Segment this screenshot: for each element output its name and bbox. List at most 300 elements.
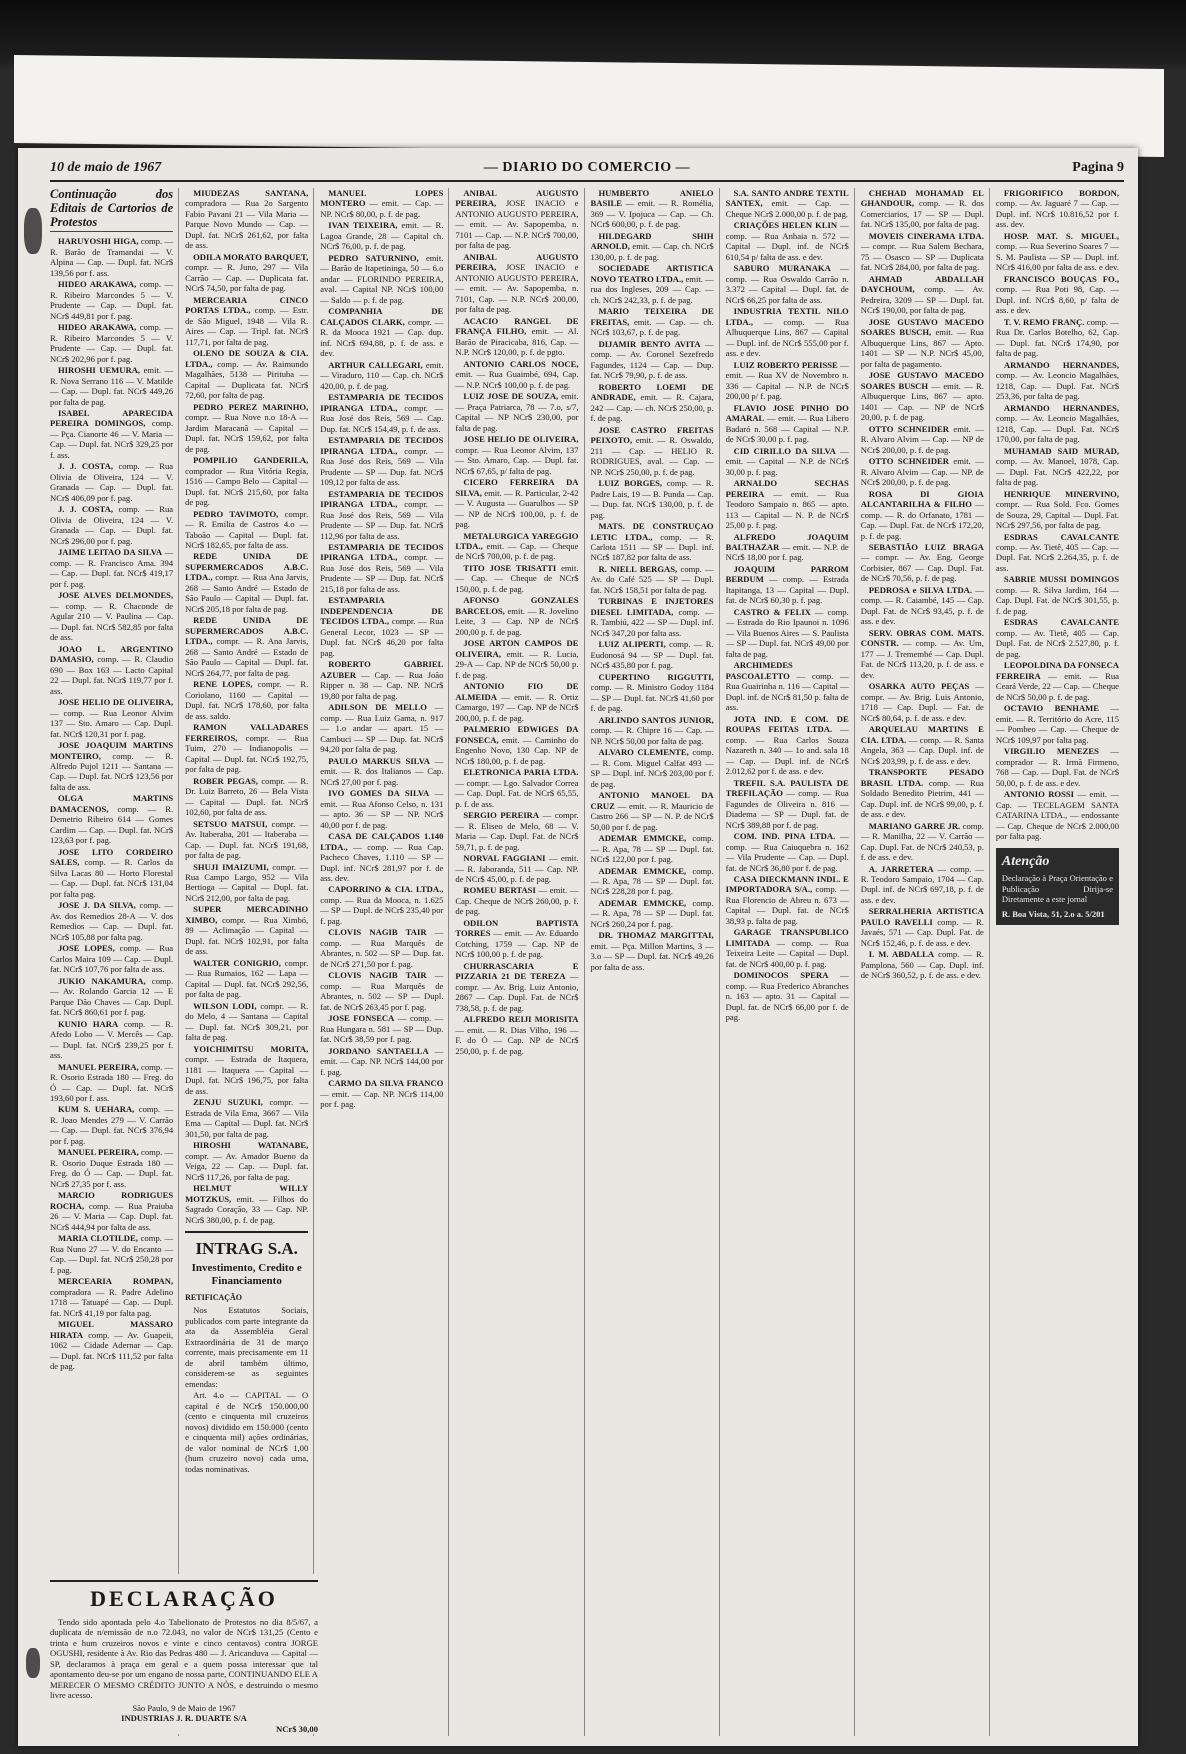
entry-name: OLGA MARTINS DAMACENOS, bbox=[50, 793, 174, 814]
entry-name: KUNIO HARA bbox=[58, 1018, 119, 1029]
protest-entry bbox=[50, 900, 173, 942]
entry-text: emit. — Cap. — ch. NCr$ 103,67, p. f. de pag. bbox=[590, 316, 714, 338]
entry-text: comp. — R. Eudonosá 94 — SP — Dupl. fat. NCr$ 435,80 por f. pag. bbox=[590, 639, 714, 671]
entry-text: emit. — R. Particular, 2-42 — V. Augusta — Guarulhos — SP — NP de NCr$ 100,00, p. f. de pag. bbox=[455, 487, 579, 530]
entry-name: HELMUT WILLY MOTZKUS, bbox=[185, 1183, 309, 1204]
entry-name: HIDEO ARAKAWA, bbox=[58, 322, 137, 333]
entry-name: SOCIEDADE ARTISTICA NOVO TEATRO LTDA., bbox=[590, 263, 714, 284]
protest-entry bbox=[320, 435, 443, 487]
protest-entry bbox=[320, 1078, 443, 1109]
entry-text: — compr. — R. Eliseo de Melo, 68 — V. Maria — Cap. Dupl. Fat. de NCr$ 59,71, p. f. de pag. bbox=[455, 810, 579, 852]
entry-text: — emit. — Rua XV de Novembro n. 336 — Capital — N.P. de NCr$ 200,00 p/ f. pag. bbox=[725, 359, 849, 402]
entry-name: ALVARO CLEMENTE, bbox=[598, 747, 689, 758]
entry-name: PALMERIO EDWIGES DA FONSECA, bbox=[455, 724, 579, 745]
entry-text: comp. — R. Afedo Lobo — V. Mercês — Cap. — Dupl. fat. NCr$ 239,25 por f. ass. bbox=[50, 1018, 174, 1061]
protest-entry bbox=[455, 316, 578, 358]
entry-name: LUIZ ROBERTO PERISSE bbox=[733, 359, 838, 370]
entry-text: compr. — Rua Ana Jarvis, 268 — Santo André — Estado de São Paulo — Capital — Dupl. fat. NCr$ 205,18 por falta de pag. bbox=[185, 572, 309, 614]
entry-text: comp. — R. Javaés, 571 — Cap. Dupl. Fat. de NCr$ 152,46, p. f. de ass. e dev. bbox=[860, 916, 984, 948]
entry-text: emit. — R. Oswaldo, 211 — Cap. — HELIO R. RODRIGUES, aval. — Cap. — NP. NCr$ 250,00, p. f. de pag. bbox=[590, 435, 714, 477]
protest-entry bbox=[591, 833, 714, 864]
protest-entry bbox=[320, 188, 443, 219]
entry-text: comp. — Av. Leoncio Magalhães, 1218, Cap. — Dupl. Fat. NCr$ 253,36, por falta de pag. bbox=[995, 370, 1119, 402]
entry-text: emit. — Praça Patriarca, 78 — 7.o, s/7, Capital — NP NCr$ 230,00, por falta de pag. bbox=[455, 391, 579, 433]
protest-entry bbox=[185, 819, 308, 861]
protest-entry bbox=[455, 188, 578, 251]
protest-entry bbox=[320, 595, 443, 658]
protest-entry bbox=[320, 392, 443, 434]
section-title: Continuação dos Editais de Cartorios de Protestos bbox=[50, 188, 173, 232]
entry-name: ANTONIO ROSSI bbox=[1003, 789, 1075, 800]
entry-name: HIROSHI UEMURA, bbox=[58, 365, 141, 376]
entry-text: compr. — Rua Tuim, 270 — Indianopolis — Capital — Dupl. fat. NCr$ 192,75, por falta de pag. bbox=[185, 732, 309, 775]
entry-text: — emit. — Cap. — NP. NCr$ 80,00, p. f. de pag. bbox=[320, 198, 444, 219]
protest-entry bbox=[726, 778, 849, 830]
entries-list bbox=[996, 188, 1119, 842]
protest-entry bbox=[591, 596, 714, 638]
entry-text: comp. — R. Carlota 1511 — SP — Dupl. inf. NCr$ 187,82 por falta de ass. bbox=[590, 531, 714, 563]
entry-name: CUPERTINO RIGGUTTI, bbox=[598, 671, 714, 682]
entry-text: comp. — Av. Leoncio Magalhães, 1218, Cap. — Dupl. Fat. NCr$ 170,00, por falta de pag. bbox=[995, 413, 1119, 445]
entry-name: OLENO DE SOUZA & CIA. LTDA., bbox=[185, 348, 309, 369]
entry-name: ARTHUR CALLEGARI, bbox=[328, 359, 423, 370]
entry-name: JOAO L. ARGENTINO DAMASIO, bbox=[50, 643, 174, 665]
protest-entry bbox=[726, 403, 849, 445]
declaracao-place-date: São Paulo, 9 de Maio de 1967 bbox=[132, 1702, 236, 1713]
entry-text: JOSE INACIO e ANTONIO AUGUSTO PEREIRA, — emit. — Av. Sapopemba, n. 7101, Cap. — N.P. NCr$ 200,00, por falta de pag. bbox=[455, 262, 579, 315]
entry-name: KUM S. UEHARA, bbox=[58, 1104, 135, 1115]
entry-text: comp. — R. Silva Jardim, 164 — Cap. Dupl. Fat. de NCr$ 301,55, p. f. de pag. bbox=[995, 584, 1119, 616]
protest-entry bbox=[455, 252, 578, 315]
entry-name: SERRALHERIA ARTISTICA PAULO RAVELLI bbox=[860, 906, 984, 927]
entry-name: S.A. SANTO ANDRE TEXTIL SANTEX, bbox=[725, 188, 849, 209]
protest-entry bbox=[591, 231, 714, 262]
entry-text: comp. — R. Ministro Godoy 1184 — SP — Dupl. fat. NCr$ 41,60 por f. de pag. bbox=[590, 682, 714, 714]
entry-text: — compr. — Rua Salem Bechara, 75 — Osasco — SP — Duplicata fat. NCr$ 284,00, por falta de pag. bbox=[860, 241, 984, 273]
protest-entry bbox=[996, 660, 1119, 702]
protest-entry bbox=[455, 961, 578, 1013]
entry-name: PAULO MARKUS SILVA bbox=[328, 755, 430, 766]
protest-entry bbox=[455, 767, 578, 809]
protest-entry bbox=[455, 531, 578, 562]
protest-entry bbox=[726, 306, 849, 358]
protest-entry bbox=[320, 220, 443, 251]
protest-entry bbox=[591, 521, 714, 563]
entry-name: CASTRO & FELIX bbox=[733, 606, 811, 617]
protest-entry bbox=[50, 1190, 173, 1232]
entry-name: CARMO DA SILVA FRANCO bbox=[328, 1078, 444, 1089]
entry-text: — comp. — R. Chaconde de Agular 210 — V. Paulina — Cap. — Dupl. fat. NCr$ 582,85 por falta de ass. bbox=[50, 600, 174, 643]
protest-entry bbox=[861, 542, 984, 584]
entry-name: ALFREDO JOAQUIM BALTHAZAR bbox=[725, 531, 849, 552]
protest-entry bbox=[726, 874, 849, 926]
declaracao-block bbox=[50, 1574, 318, 1734]
entry-name: ROBERTO GABRIEL AZUBER bbox=[320, 659, 444, 680]
protest-entry bbox=[50, 847, 173, 899]
entry-text: comp. — Rua Carlos Maira 109 — Cap. — Dupl. fat. NCr$ 107,76 por falta de ass. bbox=[50, 943, 174, 975]
entry-text: emit. — Cap. — Cheque NCr$ 2.000,00 p. f. de pag. bbox=[725, 198, 849, 219]
entry-name: NORVAL FAGGIANI bbox=[463, 853, 546, 864]
entry-name: TURBINAS E INJETORES DIESEL LIMITADA, bbox=[590, 596, 714, 617]
entry-name: PEDRO TAVIMOTO, bbox=[193, 508, 279, 519]
entry-name: J. J. COSTA, bbox=[58, 504, 113, 515]
entry-text: compr. — Estrada de Itaquera, 1181 — Itaquera — Capital — Dupl. fat. NCr$ 196,75, por falta de ass. bbox=[185, 1054, 309, 1096]
entry-name: ESTAMPARIA DE TECIDOS IPIRANGA LTDA., bbox=[320, 488, 444, 510]
entry-text: — emit. — Rua Ceará Verde, 22 — Cap. — Cheque de NCr$ 50,00 p. f. de pag. bbox=[995, 670, 1119, 702]
protest-entry bbox=[185, 252, 308, 294]
entry-name: ESTAMPARIA DE TECIDOS IPIRANGA LTDA., bbox=[320, 435, 444, 456]
protest-entry bbox=[996, 188, 1119, 230]
declaracao-price: NCr$ 30,00 bbox=[275, 1723, 318, 1734]
ink-blot bbox=[26, 1648, 40, 1678]
protest-entry bbox=[861, 767, 984, 819]
protest-entry bbox=[861, 274, 984, 316]
entry-text: emit. — Cap. ch. NCr$ 130,00, p. f. de pag. bbox=[590, 241, 714, 262]
intrag-body: Nos Estatutos Sociais, publicados com parte integrante da ata da Assembléia Geral Extraordinária de 31 de março corrente, mais precisamente em 11 de abril também último, considerem-se as seguintes emendas: bbox=[185, 1305, 309, 1389]
column-1 bbox=[50, 188, 179, 1736]
entry-name: IVAN TEIXEIRA, bbox=[328, 220, 398, 231]
protest-entry bbox=[591, 478, 714, 520]
entry-text: emit. — R. Jovelino Leite, 3 — Cap. NP de NCr$ 200,00 p. f. de pag. bbox=[455, 605, 579, 637]
entry-name: ROSA DI GIOIA ALCANTARILHA & FILHO bbox=[860, 488, 984, 510]
entry-text: comp. — R. Apa, 78 — SP — Dupl. fat. NCr$ 122,00 por f. pag. bbox=[590, 833, 714, 865]
protest-entry bbox=[455, 434, 578, 476]
protest-entry bbox=[996, 403, 1119, 445]
entry-text: comp. — R. Tambiú, 422 — SP — Dupl. inf. NCr$ 347,20 por falta ass. bbox=[590, 606, 714, 638]
entry-text: — comp. — Av. Um, 177 — J. Tremembé — Cap. Dupl. Fat. de NCr$ 113,20, p. f. de ass. e dev. bbox=[860, 638, 984, 680]
entry-name: ARQUELAU MARTINS E CIA. LTDA. bbox=[860, 724, 984, 745]
protest-entry bbox=[185, 455, 308, 507]
protest-entry bbox=[50, 547, 173, 589]
entry-name: ESTAMPARIA DE TECIDOS IPIRANGA LTDA., bbox=[320, 541, 444, 563]
entry-text: — Cap. — Rua João Ripper n. 38 — Cap. NP. NCr$ 19,80 por falta de pag. bbox=[320, 669, 444, 701]
entries-list bbox=[861, 188, 984, 981]
protest-entry bbox=[996, 489, 1119, 531]
entry-text: comp. — Rua Dr. Carlos Botelho, 62, Cap. — Dupl. fat. NCr$ 174,90, por falta de pag. bbox=[995, 316, 1119, 359]
entry-text: emit. — R. Lagoa Grande, 28 — Capital ch. NCr$ 76,00, p. f. de pag. bbox=[320, 220, 444, 252]
entry-name: ROBERTO LOEMI DE ANDRADE, bbox=[590, 381, 714, 403]
entry-text: — emit. — Cap. Cheque de NCr$ 260,00, p. f. de pag. bbox=[455, 885, 579, 917]
entry-text: — compr. — Lgo. Salvador Correa — Cap. Dupl. Fat. de NCr$ 65,55, p. f. de ass. bbox=[455, 777, 579, 809]
entry-text: — comp. — Rua Carlos Souza Nazareth n. 340 — 1o and. sala 18 — Cap. — Dupl. inf. de NCr$ 2.012,62 por f. de ass. e dev. bbox=[725, 724, 849, 777]
entry-name: CICERO FERREIRA DA SILVA, bbox=[455, 477, 579, 498]
entry-name: ELETRONICA PARIA LTDA. bbox=[463, 767, 579, 778]
protest-entry bbox=[50, 1147, 173, 1189]
protest-entry bbox=[591, 639, 714, 670]
entry-text: comp. — R. Ribeiro Marcondes 5 — V. Prudente — Cap. — Dupl. fat. NCr$ 202,96 por f. pag. bbox=[50, 322, 174, 364]
entry-name: JOSE J. DA SILVA, bbox=[58, 900, 136, 911]
entry-text: — comprador — R. Irmã Firmeno, 768 — Cap. — Dupl. Fat. de NCr$ 50,00, p. f. de ass. e dev. bbox=[995, 746, 1119, 788]
protest-entry bbox=[861, 456, 984, 487]
entry-text: comprador — Rua Vitória Regia, 1516 — Campo Belo — Capital — Dupl. fat. NCr$ 215,60, por falta de pag. bbox=[185, 465, 309, 508]
protest-entry bbox=[50, 644, 173, 696]
protest-entry bbox=[996, 274, 1119, 316]
protest-entry bbox=[320, 756, 443, 787]
entry-name: OTTO SCHNEIDER bbox=[868, 423, 949, 434]
entry-text: — emit. — Cap. — TECELAGEM SANTA CATARINA LTDA., — endossante — Cap. Cheque de NCr$ 2.000,00 por falta pag. bbox=[995, 789, 1119, 842]
entry-text: comp. — R. Padre Lais, 19 — B. Punda — Cap. — Dup. fat. NCr$ 130,00, p. f. de pag. bbox=[590, 478, 714, 520]
protest-entry bbox=[726, 263, 849, 305]
entry-text: — emit. — R. Jaboranda, 511 — Cap. NP. de NCr$ 45,00, p. f. de pag. bbox=[455, 853, 579, 884]
page-number: Pagina 9 bbox=[1072, 160, 1124, 175]
entry-text: — emit. — R. Ortiz Camargo, 197 — Cap. NP de NCr$ 200,00, p. f. de pag. bbox=[455, 691, 579, 723]
protest-entry bbox=[50, 976, 173, 1018]
entry-text: compr. — R. da Mooca 1921 — Cap. dup. inf. NCr$ 694,88, p. f. de ass. e dev. bbox=[320, 316, 444, 359]
entry-name: CASA DE CALÇADOS 1.140 LTDA., bbox=[320, 831, 444, 852]
entry-name: CLOVIS NAGIB TAIR bbox=[328, 970, 427, 981]
entry-name: COMPANHIA DE CALÇADOS CLARK, bbox=[320, 306, 444, 327]
entry-name: PEDRO SATURNINO, bbox=[328, 252, 419, 263]
declaracao-signature: INDUSTRIAS J. R. DUARTE S/A bbox=[121, 1713, 247, 1724]
protest-entry bbox=[996, 789, 1119, 841]
entry-name: ARNALDO SECHAS PEREIRA bbox=[725, 478, 849, 499]
entry-name: JOTA IND. E COM. DE ROUPAS FEITAS LTDA. bbox=[725, 713, 849, 735]
entry-name: JOSE HELIO DE OLIVEIRA, bbox=[58, 697, 174, 708]
protest-entry bbox=[185, 679, 308, 721]
atencao-address: R. Boa Vista, 51, 2.o a. 5/201 bbox=[1001, 908, 1105, 919]
entry-text: — comp. — Rua Luiz Gama, n. 917 — 1.o andar — apart. 15 — Cambuci — SP — Dup. fat. NCr$ 94,20 por falta de pag. bbox=[320, 702, 444, 755]
protest-entry bbox=[50, 697, 173, 739]
entry-text: compr. — R. Dr. Luiz Barreto, 26 — Bela Vista — Capital — Dupl. fat. NCr$ 102,60, por falta de ass. bbox=[185, 775, 309, 818]
entry-name: TITO JOSE TRISATTI bbox=[463, 562, 557, 573]
protest-entry bbox=[185, 295, 308, 347]
entry-name: JUKIO NAKAMURA, bbox=[58, 975, 146, 986]
entry-name: MANUEL PEREIRA, bbox=[58, 1147, 139, 1158]
protest-entry bbox=[185, 722, 308, 774]
column-8 bbox=[996, 188, 1124, 1736]
entry-name: JOAQUIM PARROM BERDUM bbox=[725, 563, 849, 585]
protest-entry bbox=[996, 360, 1119, 402]
entry-text: — emit. — R. Albuquerque Lins, 867 — apto. 1401 — Cap. — NP de NCr$ 20,00, p. f. de pag. bbox=[860, 380, 984, 423]
entry-text: — comp. — R. Caiambé, 145 — Cap. Dupl. Fat. de NCr$ 93,45, p. f. de ass. e dev. bbox=[860, 584, 984, 627]
entry-name: SETSUO MATSUI, bbox=[193, 818, 268, 829]
entry-text: — emit. — N.P. de NCr$ 18,00 por f. pag. bbox=[725, 541, 849, 563]
entry-name: ADILSON DE MELLO bbox=[328, 702, 427, 713]
entry-text: emit. — Al. Barão de Piracicaba, 816, Cap. — N.P. NCr$ 120,00, p. f. de pgto. bbox=[455, 326, 579, 358]
entry-text: comp. — R. Osorio Duque Estrada 180 — Freg. do Ó — Cap. — Dupl. fat. NCr$ 27,35 por f. ass. bbox=[50, 1147, 174, 1189]
protest-entry bbox=[726, 831, 849, 873]
entry-name: MIUDEZAS SANTANA, bbox=[193, 188, 309, 198]
entry-text: — comp. — Rua Frederico Abranches n. 163 — apto. 31 — Capital — Dupl. fat. de NCr$ 66,00 por f. de pag. bbox=[725, 970, 849, 1023]
entry-text: — comp. — Rua Anhaia n. 572 — Capital — Dupl. inf. de NCr$ 610,54 p/ falta de ass. e dev. bbox=[725, 220, 849, 262]
protest-entry bbox=[185, 958, 308, 1000]
entry-name: ALFREDO REIJI MORISITA bbox=[463, 1014, 579, 1025]
protest-entry bbox=[185, 862, 308, 904]
entry-text: comp. — Av. Raimundo Magalhães, 5138 — Pirituba — Capital — Duplicata fat. NCr$ 72,60, por falta de pag. bbox=[185, 358, 309, 401]
entry-text: — comp. — Estrada do Rio Ipaunoi n. 1096 — Vila Buenos Aires — S. Paulista — SP — Dupl. fat. NCr$ 49,00 por falta de pag. bbox=[725, 606, 849, 659]
entry-text: compr. — Rua Campo Largo, 952 — Vila Bertioga — Capital — Dupl. fat. NCr$ 212,00, por falta de pag. bbox=[185, 861, 309, 903]
entry-text: compr. — Rua Rumaios, 162 — Lapa — Capital — Dupl. fat. NCr$ 292,56, por falta de pag. bbox=[185, 957, 309, 1000]
entry-name: POMPILIO GANDERILA, bbox=[193, 455, 309, 466]
protest-entry bbox=[455, 391, 578, 433]
protest-entry bbox=[591, 425, 714, 477]
ink-blot bbox=[24, 208, 42, 254]
entry-name: MIGUEL MASSARO HIRATA bbox=[50, 1319, 174, 1340]
protest-entry bbox=[50, 793, 173, 845]
entry-text: compr. — Rua José dos Reis, 569 — Vila Prudente — SP — Dup. fat. NCr$ 109,12 por falta de ass. bbox=[320, 445, 444, 488]
entry-text: comp. — R. Chipre 16 — Cap. — NP. NCr$ 50,00 por falta de pag. bbox=[590, 725, 714, 746]
protest-entry bbox=[726, 446, 849, 477]
entry-name: ANIBAL AUGUSTO PEREIRA, bbox=[455, 251, 579, 273]
entry-name: CHEHAD MOHAMAD EL GHANDOUR, bbox=[860, 188, 984, 209]
atencao-title: Atenção bbox=[1001, 853, 1050, 869]
entry-text: emit. — rua dos Ingleses, 209 — Cap. — ch. NCr$ 242,33, p. f. de pag. bbox=[590, 273, 714, 305]
entry-name: JOSE CASTRO FREITAS PEIXOTO, bbox=[590, 424, 714, 446]
entry-name: CAPORRINO & CIA. LTDA., bbox=[328, 884, 444, 895]
entry-name: MANUEL PEREIRA, bbox=[58, 1061, 139, 1072]
entry-text: emit. — R. Nova Serrano 116 — V. Matilde — Cap. — Dupl. fat. NCr$ 449,26 por falta de pag. bbox=[50, 365, 174, 407]
entry-name: ISABEL APARECIDA PEREIRA DOMINGOS, bbox=[50, 408, 174, 429]
entry-name: ARMANDO HERNANDES, bbox=[1003, 402, 1119, 413]
entry-text: emit. — Viraduro, 110 — Cap. ch. NCr$ 420,00, p. f. de pag. bbox=[320, 359, 444, 391]
protest-entry bbox=[455, 724, 578, 766]
protest-entry bbox=[455, 359, 578, 390]
masthead bbox=[50, 158, 1124, 182]
entry-text: — comp. — Rua Oswaldo Carrão n. 3.372 — Capital — Dupl. fat. de NCr$ 66,25 por falta de ass. bbox=[725, 263, 849, 305]
entry-text: comp. — Av. Guapeii, 1062 — Cidade Adernar — Cap. — Dupl. fat. NCr$ 111,52 por falta de pag. bbox=[50, 1329, 174, 1372]
protest-entry bbox=[726, 360, 849, 402]
entry-text: comp. — Rua Poti 98, Cap. — Dupl. inf. NCr$ 8,60, p/ falta de ass. e dev. bbox=[995, 284, 1119, 316]
entry-name: HILDEGARD SHIH ARNOLD, bbox=[590, 230, 714, 252]
protest-entry bbox=[50, 740, 173, 792]
protest-entry bbox=[726, 927, 849, 969]
protest-entry bbox=[591, 866, 714, 897]
protest-entry bbox=[185, 509, 308, 551]
entries-list bbox=[591, 188, 714, 972]
entry-text: — emit. — R. Território do Acre, 115 — Pombeo — Cap. — Cheque de NCr$ 109,97 por falta pag. bbox=[995, 703, 1119, 745]
protest-entry bbox=[185, 188, 308, 251]
entry-name: CHURRASCARIA E PIZZARIA 21 DE TEREZA bbox=[455, 960, 579, 982]
entry-text: — comp. — Rua Leonor Alvim 137 — Sto. Amaro — Cap. Dupl. fat. NCr$ 120,31 por f. pag. bbox=[50, 707, 174, 739]
entry-text: comp. — Rua Florencio de Abreu n. 673 — Capital — Dupl. fat. de NCr$ 38,93 p. falta de pag. bbox=[725, 884, 849, 926]
protest-entry bbox=[726, 532, 849, 563]
protest-entry bbox=[50, 943, 173, 974]
entry-text: comp. — R. Joao Mendes 279 — V. Carrão — Cap. — Dupl. fat. NCr$ 376,94 por f. pag. bbox=[50, 1104, 174, 1146]
entry-name: ARLINDO SANTOS JUNIOR, bbox=[598, 714, 714, 725]
entry-text: compr. — Av. Itaberaba, 201 — Itaberaba — Cap. — Dupl. fat. NCr$ 191,68, por falta de pag. bbox=[185, 818, 309, 861]
entry-name: MOVEIS CINERAMA LTDA. bbox=[868, 230, 984, 241]
protest-entry bbox=[726, 714, 849, 777]
entry-text: comp. — Av. Tietê, 405 — Cap. Dupl. Fat. de NCr$ 2.527,80, p. f. de pag. bbox=[995, 627, 1119, 659]
entry-name: ADEMAR EMMCKE, bbox=[598, 833, 687, 844]
protest-entry bbox=[726, 970, 849, 1022]
entry-name: ODILON BAPTISTA TORRES bbox=[455, 917, 579, 939]
entry-text: emit. — R. Alvaro Alvim — Cap. — NP de NCr$ 200,00, p. f. de pag. bbox=[860, 423, 984, 455]
protest-entry bbox=[185, 1140, 308, 1182]
protest-entry bbox=[455, 638, 578, 680]
entry-name: JOSE GUSTAVO MACEDO SOARES BUSCH bbox=[860, 370, 984, 391]
protest-entry bbox=[455, 853, 578, 884]
entry-name: LUIZ ALIPERTI, bbox=[598, 639, 666, 650]
entry-text: compr. — Av. Amador Bueno da Veiga, 22 — Cap. — Dupl. fat. NCr$ 117,26, por falta de pag. bbox=[185, 1150, 309, 1182]
atencao-box bbox=[996, 848, 1119, 925]
entry-name: FRANCISCO BOUÇAS FO., bbox=[1003, 273, 1119, 284]
entry-name: HENRIQUE MINERVINO, bbox=[1003, 488, 1119, 499]
protest-entry bbox=[50, 1319, 173, 1371]
entry-name: MERCEARIA CINCO PORTAS LTDA., bbox=[185, 294, 309, 316]
protest-entry bbox=[861, 906, 984, 948]
entry-name: ANIBAL AUGUSTO PEREIRA, bbox=[455, 188, 579, 209]
protest-entry bbox=[50, 408, 173, 460]
entry-text: — emit. — Capital — N.P. de NCr$ 30,00 p. f. pag. bbox=[725, 445, 849, 477]
entries-list bbox=[320, 188, 443, 1110]
entry-text: — comp. — Rua Albuquerque Lins, 867 — Capital — Dupl. inf. de NCr$ 555,00 por f. ass. e dev. bbox=[725, 316, 849, 359]
entry-text: comp. — Av. Manoel, 1078, Cap. — Dupl. Fat. NCr$ 422,22, por falta de pag. bbox=[995, 456, 1119, 488]
entry-name: ROBER PEGAS, bbox=[193, 775, 258, 786]
entry-text: comp. — Rua Olivia de Oliveira, 124 — V. Granada — Cap. — Dupl. fat. NCr$ 406,09 por f. pag. bbox=[50, 461, 174, 503]
entry-name: SABRIE MUSSI DOMINGOS bbox=[1003, 574, 1119, 585]
protest-entry bbox=[50, 1019, 173, 1061]
entry-name: ESTAMPARIA INDEPENDENCIA DE TECIDOS LTDA., bbox=[320, 595, 444, 627]
entry-text: emit. — Barão de Itapetininga, 50 — 6.o andar — FLORINDO PEREIRA, aval. — Capital NP. NCr$ 100,00 — Saldo — p. f. de pag. bbox=[320, 252, 444, 305]
entry-name: AFONSO GONZALES BARCELOS, bbox=[455, 595, 579, 616]
entry-name: HIROSHI WATANABE, bbox=[193, 1140, 309, 1151]
entry-text: — emit. — Rua Teodoro Sampaio n. 865 — apto. 113 — Capital — N. P. de NCr$ 25,00 p. f. pag. bbox=[725, 488, 849, 531]
protest-entry bbox=[50, 590, 173, 642]
protest-entry bbox=[50, 236, 173, 278]
entry-text: comp. — R. Carlos da Silva Lacas 80 — Horto Florestal — Cap. — Dupl. fat. NCr$ 131,04 por falta pag. bbox=[50, 857, 174, 899]
entry-text: — comp. — Rua Marquês de Abrantes, n. 502 — SP — Dup. fat. de NCr$ 271,50 por f. pag. bbox=[320, 927, 444, 969]
column-7 bbox=[861, 188, 990, 1736]
protest-entry bbox=[591, 382, 714, 424]
protest-entry bbox=[185, 1097, 308, 1139]
entry-name: JOSE LOPES, bbox=[58, 943, 115, 954]
entry-name: T. V. REMO FRANÇ. bbox=[1003, 316, 1085, 327]
protest-entry bbox=[50, 1233, 173, 1275]
entry-name: JOSE HELIO DE OLIVEIRA, bbox=[463, 434, 579, 445]
entry-name: TREFIL S.A. PAULISTA DE TREFILAÇÃO bbox=[725, 777, 849, 799]
entry-text: comp. — Av. Jaguaré 7 — Cap. — Dupl. inf. NCr$ 10.816,52 por f. ass. dev. bbox=[995, 198, 1119, 230]
entry-text: — emit. — Av. Eduardo Cotching, 1759 — Cap. NP de NCr$ 100,00 p. f. de pag. bbox=[455, 928, 579, 960]
protest-entry bbox=[320, 884, 443, 926]
entry-name: MARIANO GARRE JR. bbox=[868, 820, 961, 831]
entry-name: WILSON LODI, bbox=[193, 1000, 257, 1011]
entry-text: — compr. — Av. Brig. Luis Antonio, 1718 — Cap. Dupl. — Fat. de NCr$ 80,64, p. f. de ass. e dev. bbox=[860, 681, 984, 723]
entry-name: JORDANO SANTAELLA bbox=[328, 1045, 429, 1056]
entry-text: — emit. — R. Mauricio de Castro 266 — SP — N. P. de NCr$ 50,00 por f. de pag. bbox=[590, 800, 714, 832]
entry-name: TRANSPORTE PESADO BRASIL LTDA. bbox=[860, 767, 984, 788]
entry-text: comp. — R. dos Comerciarios, 17 — SP — Dupl. fat. NCr$ 135,00, por falta de pag. bbox=[860, 198, 984, 230]
protest-entry bbox=[996, 746, 1119, 788]
protest-entry bbox=[50, 1104, 173, 1146]
declaracao-title: DECLARAÇÃO bbox=[50, 1580, 318, 1613]
entry-text: — comp. — R. Francisco Ama. 394 — Cap. — Dupl. fat. NCr$ 419,17 por f. pag. bbox=[50, 547, 174, 589]
protest-entry bbox=[320, 1046, 443, 1077]
entry-name: SERV. OBRAS COM. MATS. CONSTR. bbox=[860, 627, 984, 649]
entry-name: COM. IND. PINA LTDA. bbox=[733, 831, 836, 842]
entry-name: ESDRAS CAVALCANTE bbox=[1003, 617, 1119, 628]
entry-text: comp. — Rua Praiuba 26 — V. Maria — Cap. Dupl. fat. NCr$ 444,94 por falta de ass. bbox=[50, 1200, 174, 1232]
protest-entry bbox=[185, 551, 308, 614]
entry-text: comp. — Av. Tietê, 405 — Cap. — Dupl. Fat. NCr$ 2.264,35, p. f. de ass. bbox=[995, 541, 1119, 573]
entry-text: — comp. — Rua Marquês de Abrantes, n. 502 — SP — Dupl. fat. de NCr$ 263,45 por f. pag. bbox=[320, 970, 444, 1012]
protest-entry bbox=[320, 306, 443, 358]
entry-text: comp. — Rua Nuno 27 — V. do Encanto — Cap. — Dupl. fat. NCr$ 250,28 por f. pag. bbox=[50, 1233, 174, 1275]
entry-text: comp. — R. Osorio Estrada 180 — Freg. do Ó — Cap. — Dupl. fat. NCr$ 193,60 por f. ass. bbox=[50, 1061, 174, 1103]
declaracao-body: Tendo sido apontada pelo 4.o Tabelionato de Protestos no dia 8/5/67, a duplicata de n/emissão de n.o 72.043, no valor de NCr$ 131,25 (Cento e trinta e hum cruzeiros novos e vinte e cinco centavos) contra JORGE OGUSHI, residente à Av. Rio das Pedras 480 — J. Aricanduva — Capital — SP, declaramos à praça em geral e a quem possa interessar que tal apontamento deu-se por um engano de nossa parte, CONTINUANDO ELE A MERECER O MESMO CRÉDITO JUNTO A NÓS, e destruindo o mesmo livre acesso. bbox=[50, 1616, 318, 1701]
entry-text: comp. — Av. do Café 525 — SP — Dupl. fat. NCr$ 158,51 por falta de pag. bbox=[590, 563, 714, 595]
entry-text: compr. — R. Coriolano, 1160 — Capital — Dupl. fat. NCr$ 178,60, por falta de ass. saldo. bbox=[185, 679, 309, 721]
column-5 bbox=[591, 188, 720, 1736]
entry-text: comp. — R. Claudio 690 — Box 163 — Lacto Capital 22 — Dupl. fat. NCr$ 119,77 por f. ass. bbox=[50, 654, 174, 696]
entry-name: AHMAD ABDALLAH DAYCHOUM, bbox=[860, 273, 984, 295]
protest-entry bbox=[861, 864, 984, 906]
protest-entry bbox=[591, 790, 714, 832]
entry-text: emit. — Rua Albuquerque Lins, 867 — Apto. 1401 — SP — N.P. NCr$ 45,00, por falta de pagamento. bbox=[860, 327, 984, 369]
entry-text: comp. — R. Apa, 78 — SP — Dupl. fat. NCr$ 228,28 por f. pag. bbox=[590, 865, 714, 897]
entry-text: compr. — R. Ana Jarvis, 268 — Santo André — Estado de São Paulo — Capital — Dupl. fat. NCr$ 264,77, por falta de pag. bbox=[185, 636, 309, 678]
protest-entry bbox=[861, 949, 984, 980]
